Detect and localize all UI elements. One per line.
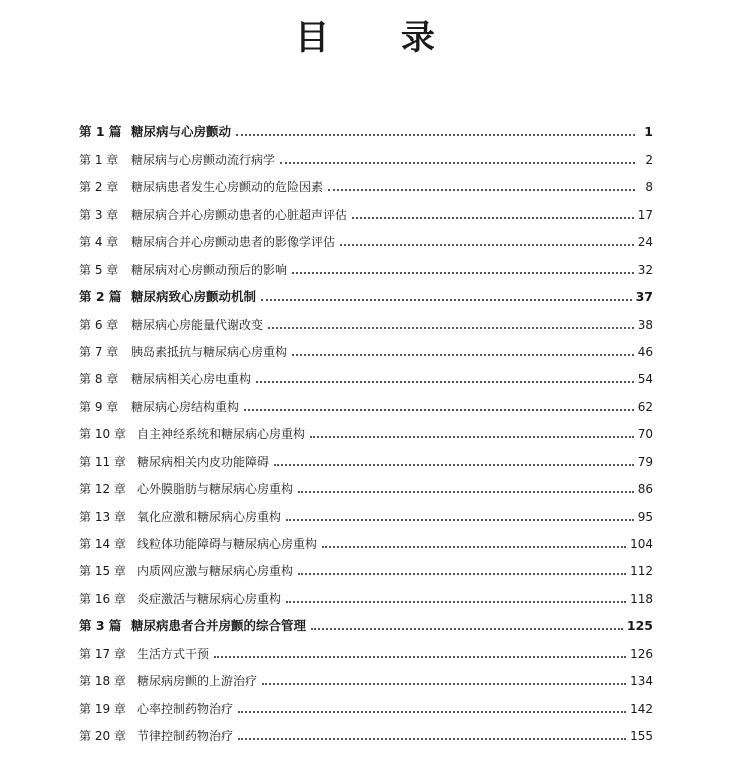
entry-title: 糖尿病患者合并房颤的综合管理: [131, 618, 307, 634]
dot-leader: [286, 601, 626, 603]
entry-title: 炎症激活与糖尿病心房重构: [137, 591, 282, 606]
entry-title: 糖尿病心房结构重构: [131, 399, 240, 414]
entry-page: 17: [637, 207, 653, 222]
entry-page: 134: [630, 674, 653, 689]
entry-page: 38: [637, 317, 653, 332]
page-title: 目 录: [295, 18, 465, 58]
dot-leader: [261, 299, 632, 301]
dot-leader: [244, 409, 634, 411]
dot-leader: [236, 134, 635, 136]
toc-entry[interactable]: [79, 194, 653, 221]
toc-entry[interactable]: [79, 661, 653, 688]
entry-page: 118: [630, 591, 653, 606]
entry-title: 糖尿病与心房颤动: [131, 124, 232, 140]
toc-entry[interactable]: [79, 222, 653, 249]
dot-leader: [274, 464, 634, 466]
entry-page: 70: [637, 427, 653, 442]
entry-page: 155: [630, 729, 653, 744]
toc-entry[interactable]: [79, 386, 653, 413]
dot-leader: [214, 656, 626, 658]
entry-title: 糖尿病致心房颤动机制: [131, 289, 257, 305]
entry-label: 第 7 章: [79, 344, 119, 359]
entry-label: 第 11 章: [79, 454, 126, 469]
dot-leader: [238, 738, 626, 740]
toc-entry[interactable]: [79, 304, 653, 331]
entry-title: 心外膜脂肪与糖尿病心房重构: [137, 482, 294, 497]
entry-title: 糖尿病相关心房电重构: [131, 372, 252, 387]
entry-page: 95: [637, 509, 653, 524]
entry-title: 内质网应激与糖尿病心房重构: [137, 564, 294, 579]
toc-entry[interactable]: [79, 139, 653, 166]
dot-leader: [340, 244, 634, 246]
entry-page: 1: [644, 124, 653, 140]
entry-label: 第 16 章: [79, 591, 126, 606]
entry-label: 第 4 章: [79, 235, 119, 250]
entry-label: 第 19 章: [79, 701, 126, 716]
entry-label: 第 1 章: [79, 152, 119, 167]
entry-title: 心率控制药物治疗: [137, 701, 234, 716]
entry-title: 糖尿病相关内皮功能障碍: [137, 454, 270, 469]
dot-leader: [328, 189, 635, 191]
entry-label: 第 1 篇: [79, 124, 122, 140]
entry-title: 糖尿病患者发生心房颤动的危险因素: [131, 180, 324, 195]
entry-title: 糖尿病合并心房颤动患者的心脏超声评估: [131, 207, 348, 222]
toc-entry[interactable]: [79, 167, 653, 194]
entry-title: 糖尿病与心房颤动流行病学: [131, 152, 276, 167]
entry-label: 第 17 章: [79, 646, 126, 661]
entry-title: 胰岛素抵抗与糖尿病心房重构: [131, 344, 288, 359]
entry-label: 第 5 章: [79, 262, 119, 277]
entry-label: 第 15 章: [79, 564, 126, 579]
entry-label: 第 13 章: [79, 509, 126, 524]
dot-leader: [352, 217, 634, 219]
entry-page: 62: [637, 399, 653, 414]
entry-page: 126: [630, 646, 653, 661]
entry-title: 糖尿病对心房颤动预后的影响: [131, 262, 288, 277]
toc-entry[interactable]: [79, 688, 653, 715]
dot-leader: [280, 162, 635, 164]
dot-leader: [292, 272, 634, 274]
entry-label: 第 20 章: [79, 729, 126, 744]
entry-page: 8: [645, 180, 653, 195]
dot-leader: [310, 436, 634, 438]
entry-title: 糖尿病房颤的上游治疗: [137, 674, 258, 689]
dot-leader: [268, 327, 634, 329]
entry-title: 生活方式干预: [137, 646, 210, 661]
table-of-contents: [79, 112, 653, 743]
toc-entry[interactable]: [79, 606, 653, 633]
dot-leader: [322, 546, 626, 548]
dot-leader: [256, 381, 634, 383]
entry-page: 2: [645, 152, 653, 167]
entry-page: 86: [637, 482, 653, 497]
entry-label: 第 18 章: [79, 674, 126, 689]
toc-entry[interactable]: [79, 469, 653, 496]
entry-label: 第 8 章: [79, 372, 119, 387]
entry-label: 第 3 篇: [79, 618, 122, 634]
entry-title: 氧化应激和糖尿病心房重构: [137, 509, 282, 524]
entry-page: 125: [626, 618, 653, 634]
entry-label: 第 10 章: [79, 427, 126, 442]
entry-page: 142: [630, 701, 653, 716]
toc-entry[interactable]: [79, 716, 653, 743]
entry-page: 32: [637, 262, 653, 277]
toc-entry[interactable]: [79, 359, 653, 386]
entry-label: 第 12 章: [79, 482, 126, 497]
dot-leader: [311, 628, 623, 630]
toc-entry[interactable]: [79, 578, 653, 605]
toc-entry[interactable]: [79, 441, 653, 468]
entry-title: 糖尿病合并心房颤动患者的影像学评估: [131, 235, 336, 250]
entry-page: 54: [637, 372, 653, 387]
entry-title: 自主神经系统和糖尿病心房重构: [137, 427, 306, 442]
toc-entry[interactable]: [79, 112, 653, 139]
dot-leader: [298, 491, 634, 493]
entry-label: 第 6 章: [79, 317, 119, 332]
entry-label: 第 3 章: [79, 207, 119, 222]
entry-page: 112: [630, 564, 653, 579]
dot-leader: [286, 519, 634, 521]
entry-page: 104: [630, 537, 653, 551]
entry-page: 46: [637, 344, 653, 359]
entry-title: 线粒体功能障碍与糖尿病心房重构: [137, 537, 318, 551]
toc-entry[interactable]: [79, 249, 653, 276]
dot-leader: [292, 354, 634, 356]
entry-label: 第 2 篇: [79, 289, 122, 305]
dot-leader: [298, 573, 626, 575]
toc-entry[interactable]: [79, 277, 653, 304]
toc-entry[interactable]: [79, 496, 653, 523]
entry-label: 第 14 章: [79, 537, 126, 551]
toc-entry[interactable]: [79, 414, 653, 441]
toc-entry[interactable]: [79, 332, 653, 359]
entry-page: 37: [635, 289, 653, 305]
toc-entry[interactable]: [79, 524, 653, 551]
entry-label: 第 9 章: [79, 399, 119, 414]
entry-label: 第 2 章: [79, 180, 119, 195]
toc-entry[interactable]: [79, 633, 653, 660]
dot-leader: [262, 683, 626, 685]
dot-leader: [238, 711, 626, 713]
entry-page: 79: [637, 454, 653, 469]
entry-page: 24: [637, 235, 653, 250]
entry-title: 节律控制药物治疗: [137, 729, 234, 744]
entry-title: 糖尿病心房能量代谢改变: [131, 317, 264, 332]
toc-entry[interactable]: [79, 551, 653, 578]
